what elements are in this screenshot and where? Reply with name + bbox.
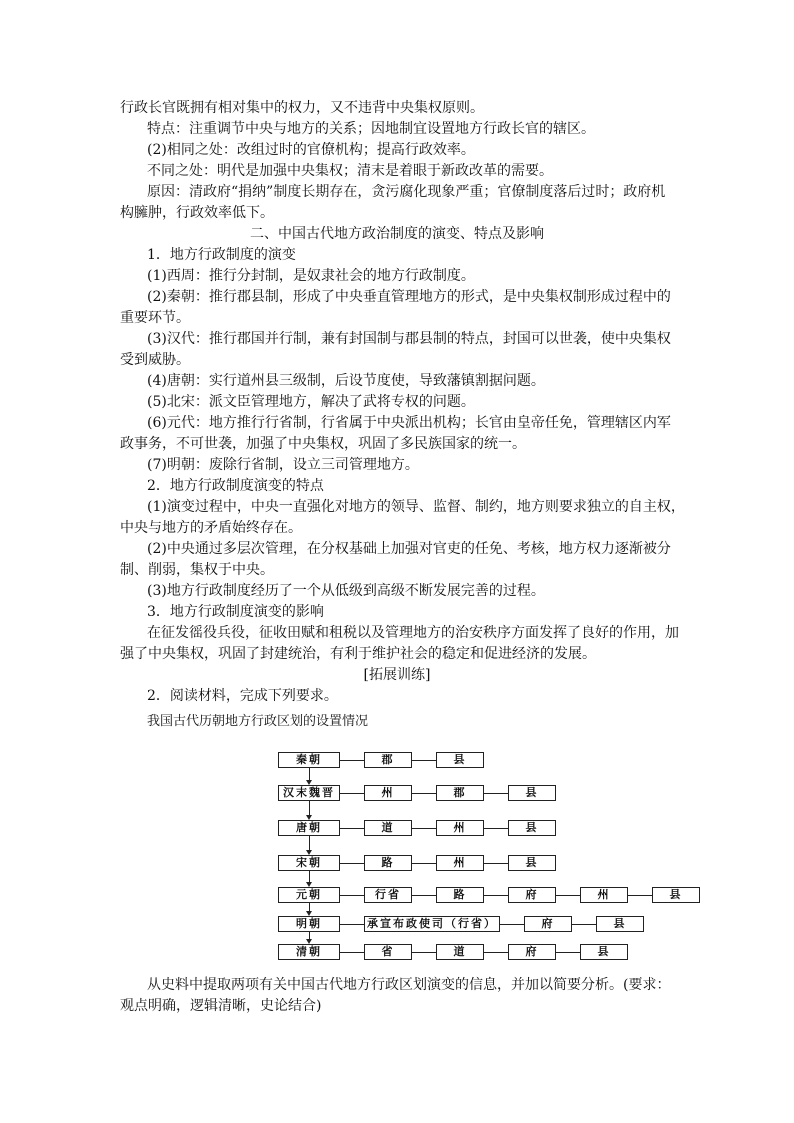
- text-line: 重要环节。: [120, 310, 190, 326]
- connector-line: [484, 863, 508, 864]
- dynasty-box: 汉末魏晋: [278, 785, 340, 801]
- dynasty-box: 清朝: [278, 944, 340, 960]
- exercise-heading: [拓展训练]: [363, 667, 431, 683]
- division-box: 县: [580, 944, 628, 960]
- division-box: 承宣布政使司（行省）: [364, 916, 500, 932]
- connector-line: [556, 952, 580, 953]
- connector-line: [340, 895, 364, 896]
- connector-line: [412, 793, 436, 794]
- text-line: 制、削弱，集权于中央。: [120, 562, 274, 578]
- flow-line: [309, 932, 310, 939]
- text-line: (7)明朝：废除行省制，设立三司管理地方。: [147, 457, 419, 473]
- connector-line: [412, 863, 436, 864]
- division-box: 府: [508, 887, 556, 903]
- subsection-heading: 3．地方行政制度演变的影响: [147, 604, 324, 620]
- division-box: 道: [364, 820, 412, 836]
- division-box: 府: [524, 916, 572, 932]
- division-box: 省: [364, 944, 412, 960]
- text-line: 构臃肿，行政效率低下。: [120, 205, 274, 221]
- text-line: (1)西周：推行分封制，是奴隶社会的地方行政制度。: [147, 268, 475, 284]
- dynasty-box: 唐朝: [278, 820, 340, 836]
- question-line: 2．阅读材料，完成下列要求。: [147, 688, 338, 704]
- division-box: 郡: [364, 752, 412, 768]
- admin-division-diagram: [278, 748, 683, 963]
- section-heading: 二、中国古代地方政治制度的演变、特点及影响: [250, 226, 544, 242]
- text-line: 行政长官既拥有相对集中的权力，又不违背中央集权原则。: [120, 100, 484, 116]
- division-box: 县: [508, 855, 556, 871]
- text-line: (1)演变过程中，中央一直强化对地方的领导、监督、制约，地方则要求独立的自主权，: [147, 499, 685, 515]
- connector-line: [484, 793, 508, 794]
- connector-line: [340, 952, 364, 953]
- question-line: 观点明确，逻辑清晰，史论结合): [120, 998, 322, 1014]
- dynasty-box: 秦朝: [278, 752, 340, 768]
- connector-line: [412, 952, 436, 953]
- text-line: (2)秦朝：推行郡县制，形成了中央垂直管理地方的形式，是中央集权制形成过程中的: [147, 289, 671, 305]
- connector-line: [484, 952, 508, 953]
- flow-line: [309, 903, 310, 911]
- flow-line: [309, 768, 310, 780]
- division-box: 府: [508, 944, 556, 960]
- connector-line: [484, 828, 508, 829]
- text-line: 强了中央集权，巩固了封建统治，有利于维护社会的稳定和促进经济的发展。: [120, 646, 596, 662]
- text-line: (2)相同之处：改组过时的官僚机构；提高行政效率。: [147, 142, 475, 158]
- division-box: 县: [596, 916, 644, 932]
- text-line: (3)汉代：推行郡国并行制，兼有封国制与郡县制的特点，封国可以世袭，使中央集权: [147, 331, 671, 347]
- connector-line: [340, 828, 364, 829]
- text-line: 受到威胁。: [120, 352, 190, 368]
- text-line: (6)元代：地方推行行省制，行省属于中央派出机构；长官由皇帝任免，管理辖区内军: [147, 415, 671, 431]
- division-box: 县: [436, 752, 484, 768]
- text-line: 在征发徭役兵役，征收田赋和租税以及管理地方的治安秩序方面发挥了良好的作用，加: [147, 625, 679, 641]
- division-box: 郡: [436, 785, 484, 801]
- connector-line: [340, 793, 364, 794]
- text-line: 特点：注重调节中央与地方的关系；因地制宜设置地方行政长官的辖区。: [147, 121, 595, 137]
- division-box: 路: [436, 887, 484, 903]
- dynasty-box: 明朝: [278, 916, 340, 932]
- division-box: 行省: [364, 887, 412, 903]
- subsection-heading: 1．地方行政制度的演变: [147, 247, 296, 263]
- text-line: 不同之处：明代是加强中央集权；清末是着眼于新政改革的需要。: [147, 163, 553, 179]
- text-line: 政事务，不可世袭，加强了中央集权，巩固了多民族国家的统一。: [120, 436, 526, 452]
- text-line: (5)北宋：派文臣管理地方，解决了武将专权的问题。: [147, 394, 475, 410]
- text-line: (4)唐朝：实行道州县三级制，后设节度使，导致藩镇割据问题。: [147, 373, 545, 389]
- text-line: (3)地方行政制度经历了一个从低级到高级不断发展完善的过程。: [147, 583, 545, 599]
- connector-line: [340, 924, 364, 925]
- flow-line: [309, 836, 310, 850]
- division-box: 州: [436, 855, 484, 871]
- division-box: 道: [436, 944, 484, 960]
- division-box: 县: [508, 820, 556, 836]
- flow-line: [309, 801, 310, 815]
- division-box: 路: [364, 855, 412, 871]
- connector-line: [628, 895, 652, 896]
- connector-line: [340, 863, 364, 864]
- diagram-caption: 我国古代历朝地方行政区划的设置情况: [147, 714, 369, 729]
- connector-line: [500, 924, 524, 925]
- division-box: 州: [436, 820, 484, 836]
- connector-line: [484, 895, 508, 896]
- subsection-heading: 2．地方行政制度演变的特点: [147, 478, 324, 494]
- connector-line: [556, 895, 580, 896]
- connector-line: [412, 828, 436, 829]
- dynasty-box: 宋朝: [278, 855, 340, 871]
- connector-line: [412, 760, 436, 761]
- text-line: (2)中央通过多层次管理，在分权基础上加强对官吏的任免、考核，地方权力逐渐被分: [147, 541, 671, 557]
- division-box: 州: [364, 785, 412, 801]
- connector-line: [340, 760, 364, 761]
- division-box: 州: [580, 887, 628, 903]
- question-line: 从史料中提取两项有关中国古代地方行政区划演变的信息，并加以简要分析。(要求：: [147, 977, 671, 993]
- division-box: 县: [508, 785, 556, 801]
- connector-line: [412, 895, 436, 896]
- division-box: 县: [652, 887, 700, 903]
- dynasty-box: 元朝: [278, 887, 340, 903]
- text-line: 原因：清政府“捐纳”制度长期存在，贪污腐化现象严重；官僚制度落后过时；政府机: [147, 184, 666, 200]
- connector-line: [572, 924, 596, 925]
- text-line: 中央与地方的矛盾始终存在。: [120, 520, 302, 536]
- flow-line: [309, 871, 310, 882]
